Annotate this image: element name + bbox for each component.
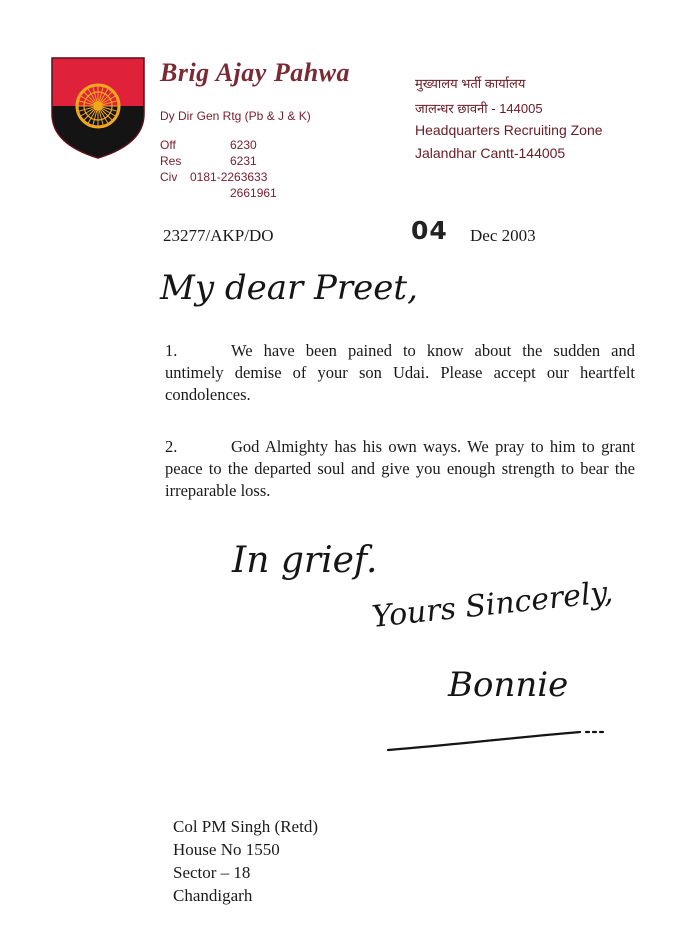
sender-name: Brig Ajay Pahwa (160, 58, 351, 87)
office-address: Jalandhar Cantt-144005 (415, 145, 566, 161)
recipient-address (173, 815, 318, 907)
tel-label-res: Res (160, 154, 182, 168)
address-line-2: House No 1550 (173, 840, 280, 859)
tel-label-off: Off (160, 138, 176, 152)
salutation: My dear Preet, (160, 268, 418, 308)
date-day: 04 (411, 216, 448, 245)
tel-number-off: 6230 (230, 138, 257, 152)
crest-logo-icon (50, 56, 146, 160)
tel-label-civ: Civ (160, 170, 178, 184)
paragraph-1 (165, 340, 635, 406)
paragraph-number: 2. (165, 437, 178, 456)
address-line-1: Col PM Singh (Retd) (173, 817, 318, 836)
paragraph-number: 1. (165, 341, 178, 360)
paragraph-2 (165, 436, 635, 502)
paragraph-text: God Almighty has his own ways. We pray to him to grant peace to the departed soul and give you enough strength to bear the irreparable loss. (165, 437, 635, 500)
office-name: Headquarters Recruiting Zone (415, 122, 603, 138)
signature-underline (380, 720, 620, 760)
address-line-4: Chandigarh (173, 886, 253, 905)
hindi-office-address: जालन्धर छावनी - 144005 (415, 101, 543, 116)
tel-number-civ: 0181-2263633 (190, 170, 268, 184)
closing-line: In grief. (232, 540, 378, 581)
paragraph-text: We have been pained to know about the sudden and untimely demise of your son Udai. Please accept our heartfelt condolences. (165, 341, 635, 404)
sender-title: Dy Dir Gen Rtg (Pb & J & K) (160, 109, 311, 123)
closing-sincerely: Yours Sincerely, (370, 574, 615, 635)
address-line-3: Sector – 18 (173, 863, 251, 882)
signature: Bonnie (448, 665, 569, 705)
tel-number-res: 6231 (230, 154, 257, 168)
date-month-year: Dec 2003 (470, 226, 536, 245)
hindi-office-name: मुख्यालय भर्ती कार्यालय (415, 76, 526, 91)
reference-number: 23277/AKP/DO (163, 226, 274, 245)
tel-number-civ-2: 2661961 (230, 186, 277, 200)
